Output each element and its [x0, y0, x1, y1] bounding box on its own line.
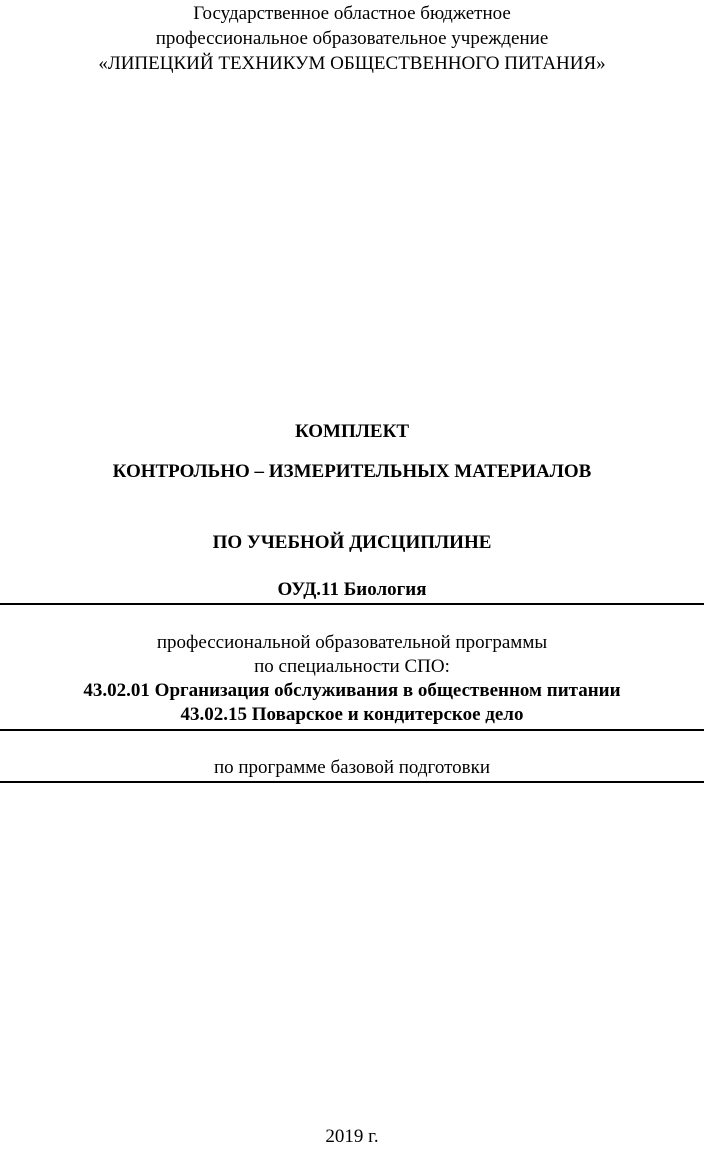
discipline-name: ОУД.11 Биология — [277, 579, 427, 600]
institution-name: «ЛИПЕЦКИЙ ТЕХНИКУМ ОБЩЕСТВЕННОГО ПИТАНИЯ» — [98, 53, 606, 74]
program-line1: профессиональной образовательной программы — [156, 632, 548, 653]
title-komplekt: КОМПЛЕКТ — [294, 421, 410, 442]
training-level: по программе базовой подготовки — [213, 757, 491, 778]
title-kim: КОНТРОЛЬНО – ИЗМЕРИТЕЛЬНЫХ МАТЕРИАЛОВ — [112, 461, 592, 482]
divider-after-level — [0, 781, 704, 783]
institution-type-line2: профессиональное образовательное учреждение — [155, 28, 549, 49]
specialty-1: 43.02.01 Организация обслуживания в общественном питании — [83, 680, 621, 701]
document-year: 2019 г. — [325, 1126, 379, 1147]
title-discipline-heading: ПО УЧЕБНОЙ ДИСЦИПЛИНЕ — [212, 532, 492, 553]
specialty-2: 43.02.15 Поварское и кондитерское дело — [180, 704, 524, 725]
divider-after-specialties — [0, 729, 704, 731]
program-line2: по специальности СПО: — [254, 656, 450, 677]
divider-after-discipline — [0, 603, 704, 605]
institution-type-line1: Государственное областное бюджетное — [193, 3, 511, 24]
